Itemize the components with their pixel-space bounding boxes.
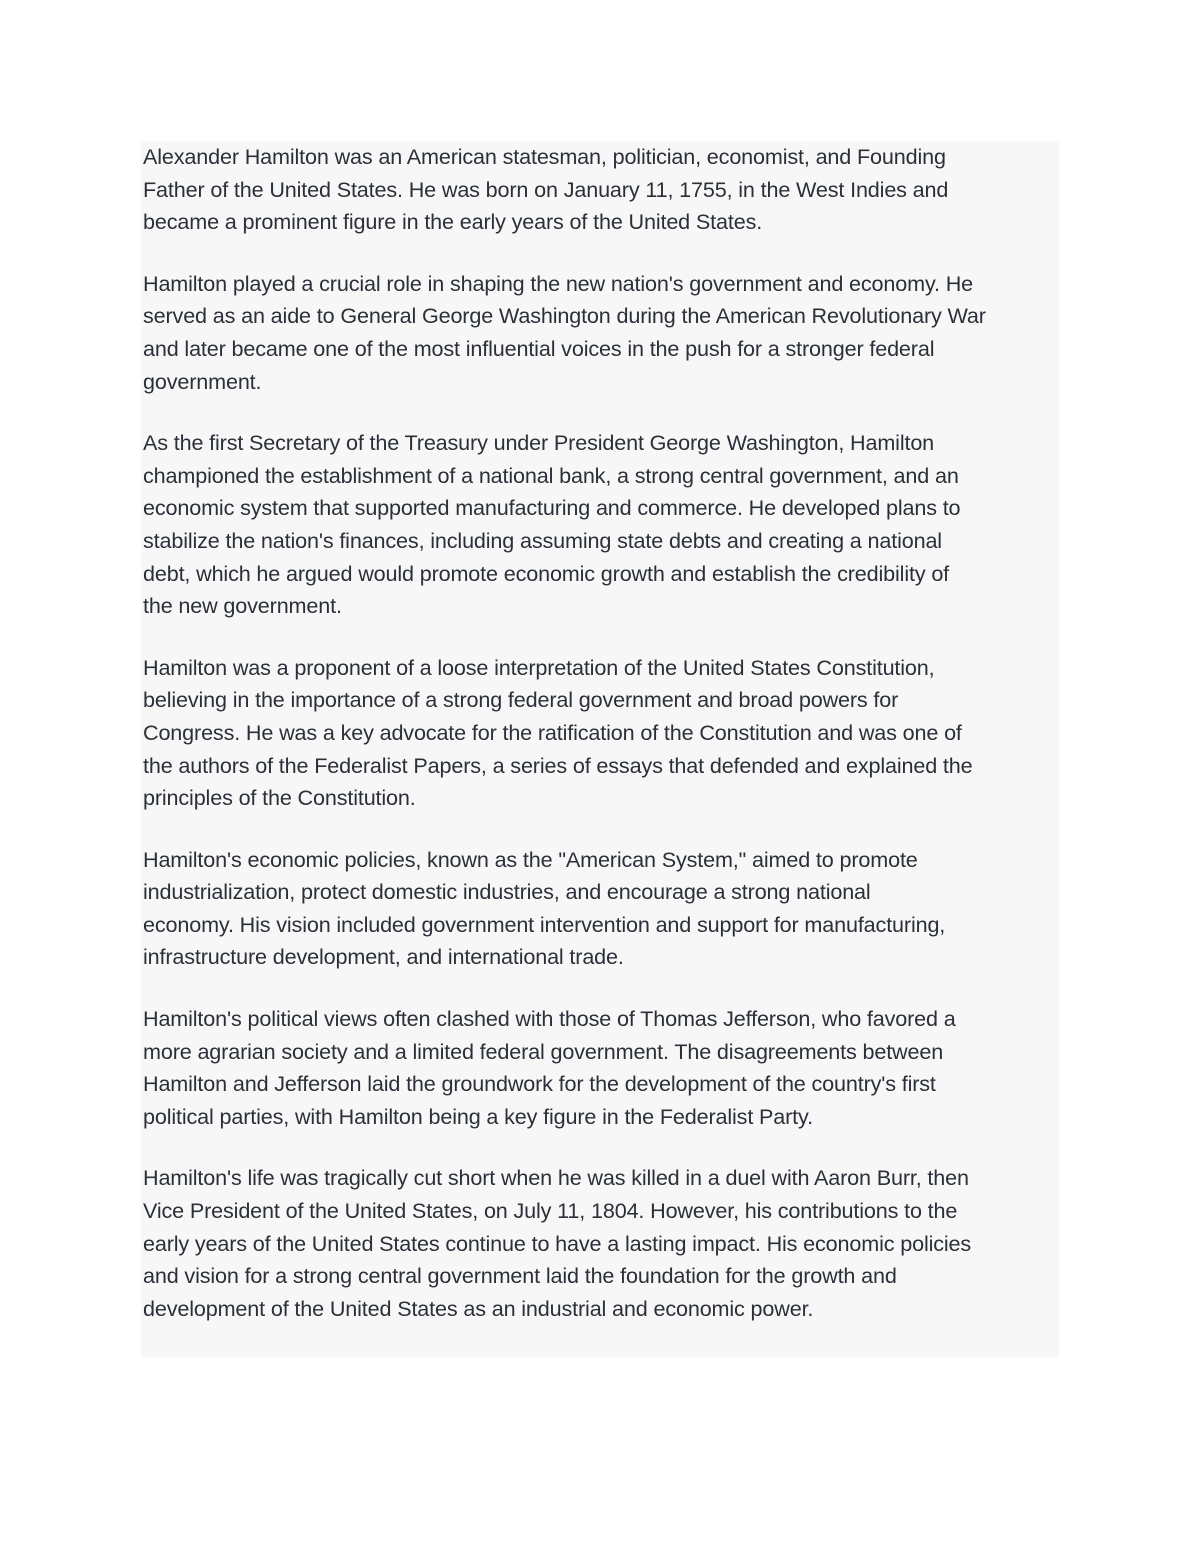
text-line: Congress. He was a key advocate for the ratification of the Constitution and was one of <box>143 719 962 745</box>
text-line: early years of the United States continue to have a lasting impact. His economic policies <box>143 1230 972 1256</box>
text-block <box>141 141 1059 1357</box>
text-line: championed the establishment of a national bank, a strong central government, and an <box>143 462 959 488</box>
text-line: Alexander Hamilton was an American statesman, politician, economist, and Founding <box>143 144 946 169</box>
paragraph-5 <box>143 844 1059 974</box>
paragraph-2 <box>143 268 1059 398</box>
paragraph-3 <box>143 427 1059 623</box>
text-line: stabilize the nation's finances, including assuming state debts and creating a national <box>143 527 942 553</box>
paragraph-4 <box>143 652 1059 815</box>
text-line: and later became one of the most influential voices in the push for a stronger federal <box>143 335 935 361</box>
text-line: Hamilton was a proponent of a loose interpretation of the United States Constitution, <box>143 654 935 680</box>
paragraph-6 <box>143 1003 1059 1133</box>
text-line: Hamilton's life was tragically cut short when he was killed in a duel with Aaron Burr, then <box>143 1165 969 1191</box>
text-line: served as an aide to General George Washington during the American Revolutionary War <box>143 303 986 329</box>
paragraph-7 <box>143 1162 1059 1325</box>
text-line: development of the United States as an industrial and economic power. <box>143 1295 814 1321</box>
text-line: economy. His vision included government intervention and support for manufacturing, <box>143 911 946 937</box>
text-line: Father of the United States. He was born on January 11, 1755, in the West Indies and <box>143 176 949 202</box>
text-line: government. <box>143 368 262 394</box>
text-line: became a prominent figure in the early years of the United States. <box>143 209 763 235</box>
text-line: economic system that supported manufacturing and commerce. He developed plans to <box>143 495 961 521</box>
text-line: Hamilton and Jefferson laid the groundwork for the development of the country's first <box>143 1071 936 1097</box>
text-line: believing in the importance of a strong federal government and broad powers for <box>143 687 899 713</box>
text-line: political parties, with Hamilton being a key figure in the Federalist Party. <box>143 1103 813 1129</box>
text-line: the new government. <box>143 593 342 619</box>
text-line: the authors of the Federalist Papers, a series of essays that defended and explained the <box>143 752 973 778</box>
text-line: more agrarian society and a limited federal government. The disagreements between <box>143 1038 944 1064</box>
text-line: Vice President of the United States, on July 11, 1804. However, his contributions to the <box>143 1198 958 1224</box>
paragraph-1 <box>143 141 1059 239</box>
text-line: As the first Secretary of the Treasury under President George Washington, Hamilton <box>143 430 935 456</box>
text-line: Hamilton's economic policies, known as the "American System," aimed to promote <box>143 846 918 872</box>
text-line: Hamilton played a crucial role in shaping the new nation's government and economy. He <box>143 270 974 296</box>
text-line: principles of the Constitution. <box>143 785 416 811</box>
text-line: infrastructure development, and international trade. <box>143 944 624 970</box>
text-line: Hamilton's political views often clashed with those of Thomas Jefferson, who favored a <box>143 1006 956 1032</box>
text-line: industrialization, protect domestic industries, and encourage a strong national <box>143 879 871 905</box>
text-line: debt, which he argued would promote economic growth and establish the credibility of <box>143 560 950 586</box>
text-line: and vision for a strong central government laid the foundation for the growth and <box>143 1263 897 1289</box>
